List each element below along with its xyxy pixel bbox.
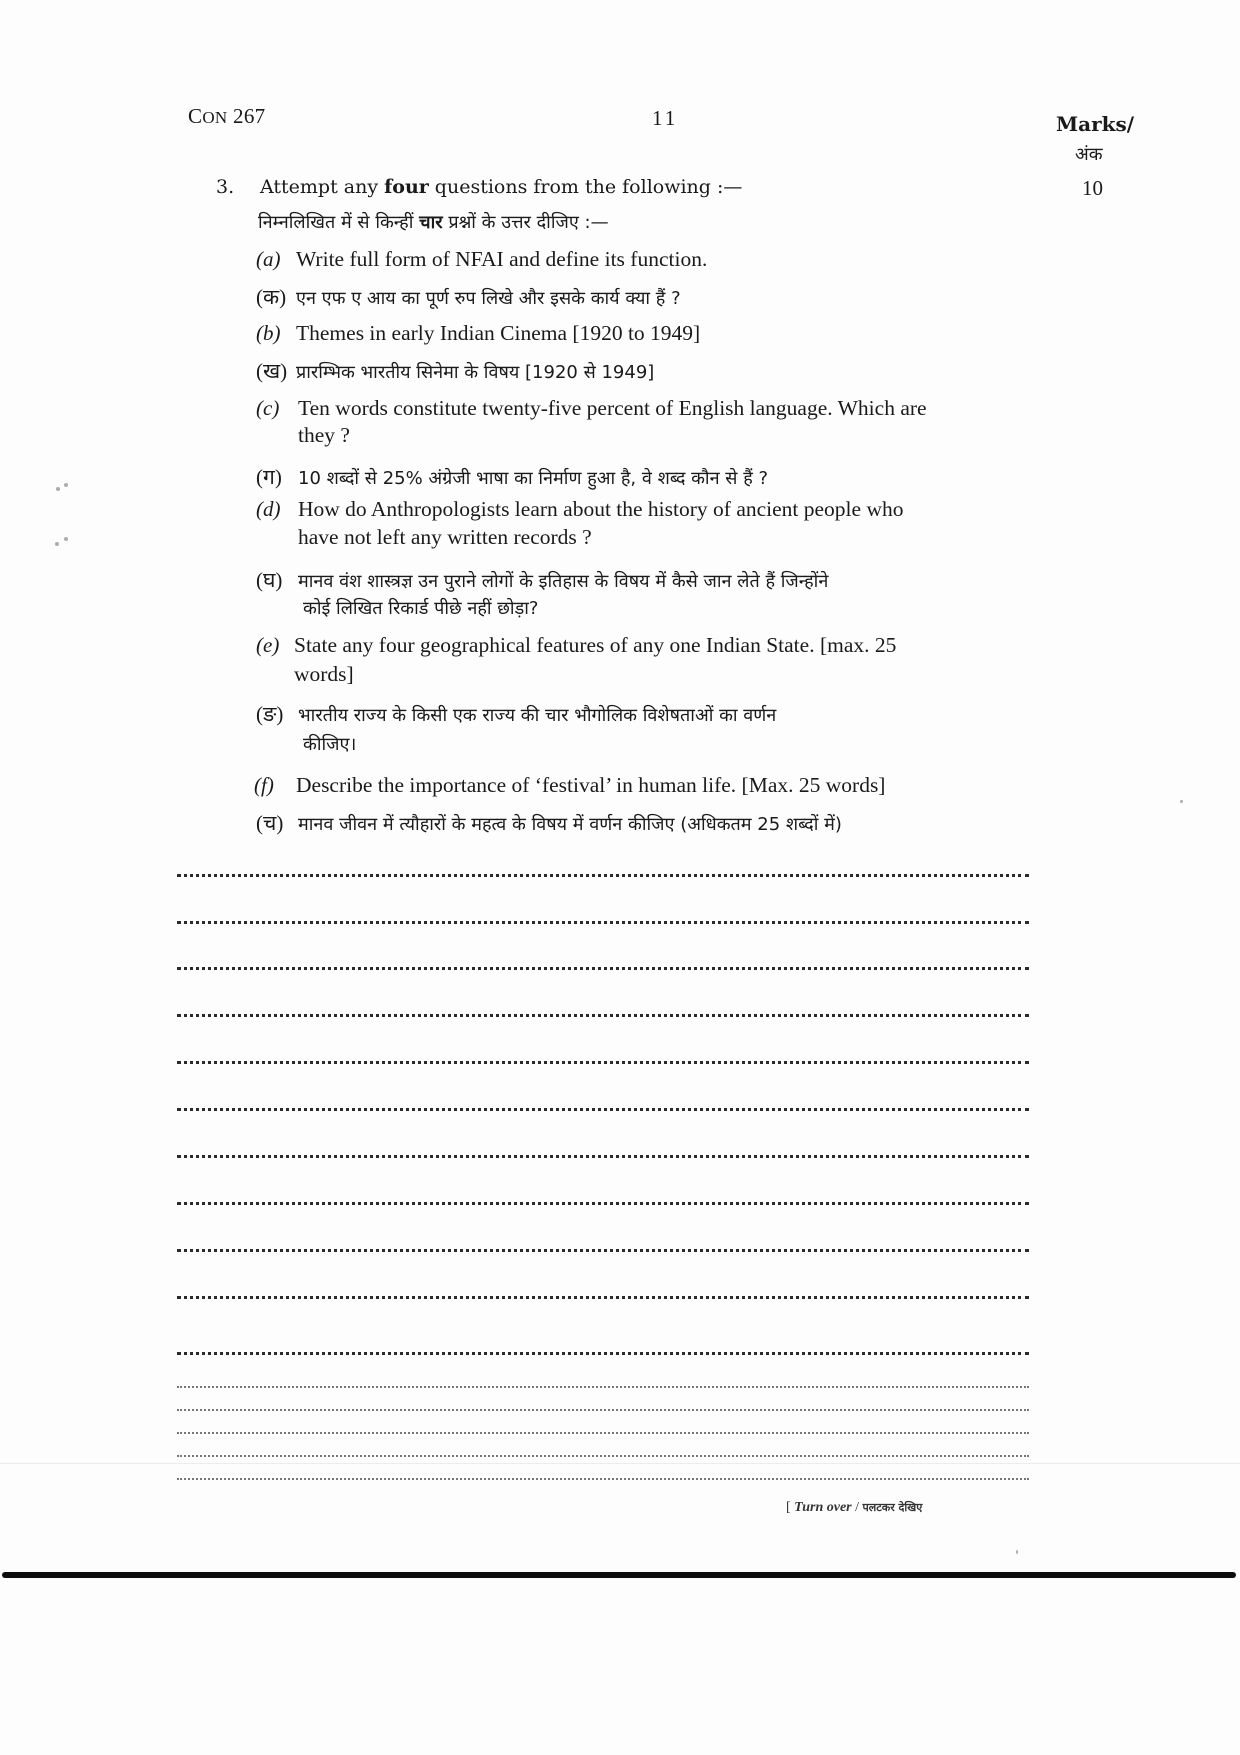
part-text: Ten words constitute twenty-five percent of English language. Which are (298, 396, 927, 420)
part-f-en (254, 772, 885, 798)
part-label: (ख) (256, 359, 288, 383)
part-a-en (256, 246, 707, 272)
part-text: प्रारम्भिक भारतीय सिनेमा के विषय [1920 से 1949] (296, 362, 655, 383)
paper-code-number: 267 (227, 104, 266, 128)
part-e-hi-cont: कीजिए। (303, 734, 357, 755)
part-label: (c) (256, 396, 280, 420)
page-bottom-rule (2, 1572, 1236, 1578)
answer-line[interactable] (177, 1061, 1029, 1064)
part-text: एन एफ ए आय का पूर्ण रुप लिखे और इसके कार्य क्या हैं ? (296, 288, 681, 309)
marks-label-hindi: अंक (1075, 144, 1103, 165)
part-d-hi (256, 567, 828, 595)
part-b-hi (256, 358, 654, 386)
answer-line[interactable] (177, 1014, 1029, 1017)
part-c-en (256, 395, 927, 421)
instruction-text: निम्नलिखित में से किन्हीं (258, 212, 420, 233)
answer-line-faint[interactable] (177, 1478, 1029, 1480)
part-label: (क) (256, 285, 287, 309)
part-text: मानव जीवन में त्यौहारों के महत्व के विषय में वर्णन कीजिए (अधिकतम 25 शब्दों में) (298, 814, 842, 835)
part-d-en-cont: have not left any written records ? (298, 525, 592, 549)
paper-code-smallcaps: ON (202, 108, 228, 127)
part-a-hi (256, 284, 681, 312)
answer-line[interactable] (177, 1108, 1029, 1111)
part-d-hi-cont: कोई लिखित रिकार्ड पीछे नहीं छोड़ा? (303, 598, 539, 619)
question-number: 3. (216, 176, 235, 198)
part-text: How do Anthropologists learn about the history of ancient people who (298, 497, 904, 521)
question-instruction-hi (258, 210, 609, 236)
answer-line[interactable] (177, 967, 1029, 970)
scan-speck (55, 542, 59, 546)
answer-line-faint[interactable] (177, 1455, 1029, 1457)
part-label: (ङ) (256, 702, 284, 726)
part-e-en (256, 632, 896, 658)
answer-line[interactable] (177, 921, 1029, 924)
turn-over-en: Turn over (794, 1500, 852, 1515)
answer-line[interactable] (177, 874, 1029, 877)
part-text: Themes in early Indian Cinema [1920 to 1949] (296, 321, 701, 345)
part-text: मानव वंश शास्त्रज्ञ उन पुराने लोगों के इतिहास के विषय में कैसे जान लेते हैं जिन्होंने (298, 571, 829, 592)
marks-label: Marks/ (1056, 112, 1135, 136)
instruction-emphasis: four (384, 176, 429, 198)
part-b-en (256, 320, 700, 346)
instruction-text: Attempt any (260, 176, 385, 198)
separator: / (851, 1500, 863, 1515)
answer-line[interactable] (177, 1249, 1029, 1252)
answer-line-faint[interactable] (177, 1409, 1029, 1411)
part-text: भारतीय राज्य के किसी एक राज्य की चार भौगोलिक विशेषताओं का वर्णन (298, 705, 777, 726)
part-c-hi (256, 464, 768, 492)
part-label: (ग) (256, 465, 282, 489)
scan-speck (56, 487, 60, 491)
instruction-emphasis: चार (419, 212, 443, 233)
turn-over-note (786, 1500, 922, 1516)
part-label: (f) (254, 773, 274, 797)
marks-value: 10 (1082, 176, 1103, 200)
part-d-en (256, 496, 903, 522)
answer-line-faint[interactable] (177, 1386, 1029, 1388)
part-label: (घ) (256, 568, 283, 592)
part-label: (b) (256, 321, 281, 345)
paper-code-prefix: C (188, 104, 203, 128)
scan-speck (1016, 1550, 1018, 1554)
part-f-hi (256, 810, 842, 838)
answer-line[interactable] (177, 1352, 1029, 1355)
part-label: (च) (256, 811, 284, 835)
question-instruction-en (260, 174, 742, 200)
turn-over-hi: पलटकर देखिए (862, 1501, 923, 1514)
scan-speck (64, 537, 68, 541)
part-c-en-cont: they ? (298, 423, 350, 447)
part-e-en-cont: words] (294, 662, 354, 686)
part-label: (d) (256, 497, 281, 521)
page-number: 11 (652, 106, 679, 130)
part-label: (e) (256, 633, 280, 657)
scan-fold-line (0, 1463, 1240, 1464)
part-text: Describe the importance of ‘festival’ in human life. [Max. 25 words] (296, 773, 886, 797)
part-label: (a) (256, 247, 281, 271)
scan-speck (64, 483, 68, 487)
instruction-text: प्रश्नों के उत्तर दीजिए :— (442, 212, 609, 233)
answer-line-faint[interactable] (177, 1432, 1029, 1434)
instruction-text: questions from the following :— (428, 176, 743, 198)
part-text: State any four geographical features of any one Indian State. [max. 25 (294, 633, 897, 657)
answer-line[interactable] (177, 1155, 1029, 1158)
bracket: [ (786, 1500, 795, 1515)
answer-line[interactable] (177, 1296, 1029, 1299)
paper-code (188, 104, 265, 129)
part-text: Write full form of NFAI and define its function. (296, 247, 708, 271)
scan-speck (1180, 800, 1183, 803)
answer-line[interactable] (177, 1202, 1029, 1205)
part-text: 10 शब्दों से 25% अंग्रेजी भाषा का निर्माण हुआ है, वे शब्द कौन से हैं ? (298, 468, 769, 489)
part-e-hi (256, 701, 776, 729)
